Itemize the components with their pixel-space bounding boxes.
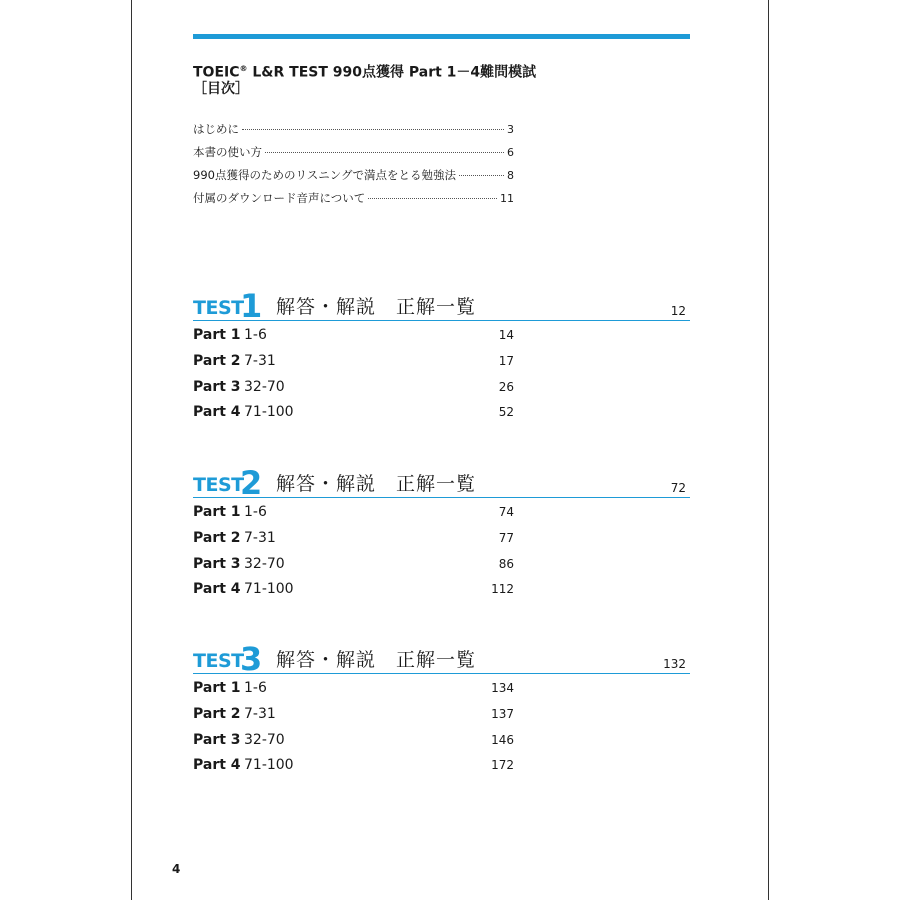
part-range: 1-6 <box>244 327 267 343</box>
test-title: 解答・解説 正解一覧 <box>276 296 477 318</box>
part-name: Part 2 <box>193 352 241 369</box>
part-name: Part 2 <box>193 529 241 546</box>
leader-dots <box>242 129 504 130</box>
test-heading[interactable] <box>193 640 690 678</box>
part-row[interactable] <box>193 753 514 779</box>
parts-list <box>193 321 514 426</box>
title-rest: L&R TEST 990点獲得 Part 1－4難問模試 <box>247 64 537 81</box>
intro-item-label: 付属のダウンロード音声について <box>193 191 366 205</box>
intro-item-page: 8 <box>507 169 514 182</box>
intro-item[interactable] <box>193 121 514 144</box>
part-page: 14 <box>498 328 514 342</box>
part-name: Part 4 <box>193 404 241 421</box>
part-name: Part 4 <box>193 581 241 598</box>
part-range: 7-31 <box>244 352 276 369</box>
intro-item-label: 990点獲得のためのリスニングで満点をとる勉強法 <box>193 168 456 182</box>
part-name: Part 4 <box>193 757 241 774</box>
intro-item[interactable] <box>193 167 514 190</box>
part-range: 32-70 <box>244 378 285 395</box>
intro-item[interactable] <box>193 190 514 213</box>
part-range: 32-70 <box>244 555 285 572</box>
test-number: 2 <box>240 464 263 502</box>
intro-item-label: 本書の使い方 <box>193 145 262 159</box>
part-row[interactable] <box>193 323 514 349</box>
intro-item-page: 6 <box>507 146 514 159</box>
part-page: 74 <box>498 505 514 519</box>
part-name: Part 1 <box>193 680 241 696</box>
part-row[interactable] <box>193 400 514 426</box>
part-row[interactable] <box>193 577 514 603</box>
parts-list <box>193 498 514 603</box>
test-section-3 <box>193 641 690 779</box>
test-label: TEST <box>193 474 244 496</box>
part-range: 71-100 <box>244 404 294 421</box>
top-accent-bar <box>193 34 690 39</box>
part-name: Part 1 <box>193 327 241 343</box>
book-title <box>193 59 690 83</box>
part-page: 77 <box>498 530 514 545</box>
test-title: 解答・解説 正解一覧 <box>276 473 477 495</box>
test-label: TEST <box>193 297 244 319</box>
part-name: Part 3 <box>193 731 241 748</box>
intro-item-label: はじめに <box>193 122 239 136</box>
part-range: 7-31 <box>244 529 276 546</box>
leader-dots <box>368 198 497 199</box>
part-row[interactable] <box>193 349 514 375</box>
test-number: 3 <box>240 640 263 678</box>
parts-list <box>193 674 514 779</box>
part-page: 172 <box>491 758 514 773</box>
leader-dots <box>265 152 504 153</box>
part-range: 7-31 <box>244 705 276 722</box>
part-page: 86 <box>498 556 514 571</box>
part-row[interactable] <box>193 526 514 552</box>
part-range: 71-100 <box>244 757 294 774</box>
test-section-2 <box>193 465 690 603</box>
part-row[interactable] <box>193 728 514 754</box>
part-name: Part 3 <box>193 555 241 572</box>
leader-dots <box>459 175 504 176</box>
part-page: 112 <box>491 582 514 597</box>
toc-heading: ［目次］ <box>193 81 249 97</box>
test-heading[interactable] <box>193 464 690 502</box>
part-range: 1-6 <box>244 504 267 520</box>
page-number: 4 <box>172 862 181 876</box>
test-page: 72 <box>670 481 686 495</box>
part-row[interactable] <box>193 375 514 401</box>
intro-item[interactable] <box>193 144 514 167</box>
test-number: 1 <box>240 287 263 325</box>
test-page: 12 <box>670 304 686 318</box>
test-title: 解答・解説 正解一覧 <box>276 649 477 671</box>
test-heading[interactable] <box>193 287 690 325</box>
part-row[interactable] <box>193 676 514 702</box>
part-page: 146 <box>491 732 514 747</box>
part-page: 134 <box>491 681 514 695</box>
test-section-1 <box>193 288 690 426</box>
part-name: Part 1 <box>193 504 241 520</box>
part-name: Part 2 <box>193 705 241 722</box>
test-label: TEST <box>193 650 244 672</box>
intro-item-page: 11 <box>500 192 514 205</box>
intro-list <box>193 121 514 213</box>
title-registered-mark: ® <box>239 64 248 73</box>
part-page: 52 <box>498 405 514 420</box>
part-row[interactable] <box>193 702 514 728</box>
part-range: 71-100 <box>244 581 294 598</box>
intro-item-page: 3 <box>507 123 514 136</box>
part-name: Part 3 <box>193 378 241 395</box>
part-range: 1-6 <box>244 680 267 696</box>
part-row[interactable] <box>193 552 514 578</box>
part-page: 137 <box>491 706 514 721</box>
part-page: 17 <box>498 353 514 368</box>
part-range: 32-70 <box>244 731 285 748</box>
part-row[interactable] <box>193 500 514 526</box>
title-main: TOEIC <box>193 64 240 81</box>
part-page: 26 <box>498 379 514 394</box>
test-page: 132 <box>663 657 686 671</box>
